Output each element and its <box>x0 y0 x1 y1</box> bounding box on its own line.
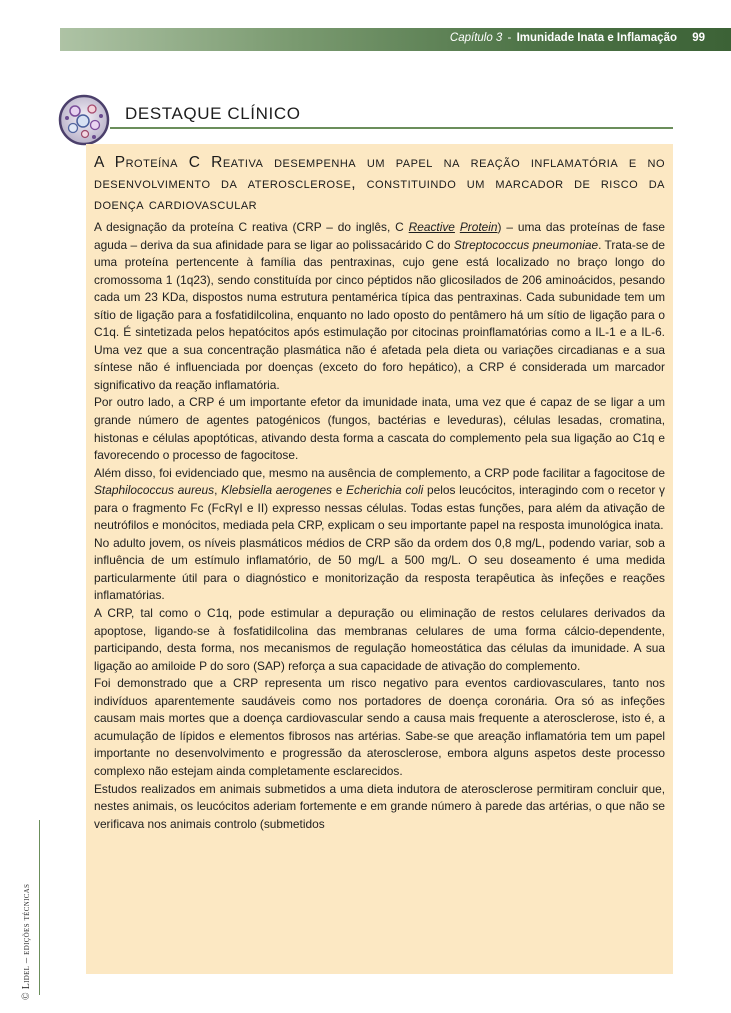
paragraph-6: Foi demonstrado que a CRP representa um risco negativo para eventos cardiovasculares, tanto nos indivíduos aparentemente saudáveis como nos portadores de doença coronária. Ora só as infeções causam mais mortes que a doença cardiovascular sendo a causa mais frequente a aterosclerose, isto é, a acumulação de lípidos e elementos fibrosos nas artérias. Sabe-se que areação inflamatória tem um papel importante no desenvolvimento e progressão da aterosclerose, embora alguns aspetos deste processo complexo não estejam ainda completamente esclarecidos. <box>94 676 665 778</box>
copyright-side-text: © Lidel – edições técnicas <box>21 883 32 1000</box>
box-body <box>86 215 673 833</box>
page-number: 99 <box>692 32 705 44</box>
p3-text-d: pelos leucócitos, interagindo com o recetor γ para o fragmento Fc (FcRγI e II) expresso nessas células. Todas estas funções, para além da ativação de neutrófilos e monócitos, mediada pela CRP, explicam o seu importante papel na resposta imunológica inata. <box>94 483 665 533</box>
p1-protein: Protein <box>459 220 498 234</box>
chapter-label: Capítulo 3 <box>449 32 503 44</box>
paragraph-1 <box>94 219 665 394</box>
paragraph-5: A CRP, tal como o C1q, pode estimular a depuração ou eliminação de restos celulares derivados da apoptose, ligando-se à fosfatidilcolina das membranas celulares de uma forma cálcio-dependente, participando, desta forma, nos mecanismos de regulação homeostática das células da imunidade. A sua ligação ao amiloide P do soro (SAP) reforça a sua capacidade de ativação do complemento. <box>94 606 665 673</box>
p3-species-staph: Staphilococcus aureus <box>94 483 215 498</box>
paragraph-2: Por outro lado, a CRP é um importante efetor da imunidade inata, uma vez que é capaz de se ligar a um grande número de agentes patogénicos (fungos, bactérias e leveduras), células lesadas, cromatina, histonas e células apoptóticas, ativando desta forma a cascata do complemento pela sua ligação ao C1q e favorecendo o processo de fagocitose. <box>94 395 665 463</box>
p3-text-a: Além disso, foi evidenciado que, mesmo na ausência de complemento, a CRP pode facilitar a fagocitose de <box>94 465 665 480</box>
paragraph-3 <box>94 465 665 535</box>
cell-emblem-icon <box>58 94 110 146</box>
clinical-highlight-box <box>86 144 673 974</box>
p1-text-a: A designação da proteína C reativa (CRP – do inglês, C <box>94 220 409 234</box>
side-rule <box>39 820 40 995</box>
p3-species-ech: Echerichia coli <box>346 483 424 498</box>
section-title-rule <box>110 127 673 129</box>
paragraph-4: No adulto jovem, os níveis plasmáticos médios de CRP são da ordem dos 0,8 mg/L, podendo variar, sob a influência de um estímulo inflamatório, de 50 mg/L a 500 mg/L. O seu doseamento é uma medida particularmente útil para o diagnóstico e monitorização da resposta terapêutica às infeções e reações inflamatórias. <box>94 535 665 603</box>
p3-text-b: , <box>214 483 222 498</box>
p1-text-c: ) – uma das proteínas de fase aguda – deriva da sua afinidade para se ligar ao polissacárido C do <box>94 220 665 252</box>
paragraph-7: Estudos realizados em animais submetidos a uma dieta indutora de aterosclerose permitiram concluir que, nestes animais, os leucócitos aderiam fortemente e em grande número à parede das artérias, o que não se verificava nos animais controlo (submetidos <box>94 781 665 831</box>
box-title: A Proteína C Reativa desempenha um papel na reação inflamatória e no desenvolvimento da aterosclerose, constituindo um marcador de risco da doença cardiovascular <box>94 154 665 213</box>
p1-reactive: Reactive <box>408 220 455 234</box>
chapter-header-bar <box>60 28 731 51</box>
chapter-title: Imunidade Inata e Inflamação <box>516 32 677 44</box>
chapter-header-text <box>450 32 705 44</box>
p3-species-kleb: Klebsiella aerogenes <box>221 483 332 498</box>
header-separator: - <box>507 32 512 44</box>
section-title: DESTAQUE CLÍNICO <box>125 104 301 123</box>
p1-text-d: . Trata-se de uma proteína pertencente à família das pentraxinas, cujo gene está localizado no braço longo do cromossoma 1 (1q23), sendo constituída por cinco péptidos não glicosilados de 206 aminoácidos, pesando cada um 23 KDa, dispostos numa estrutura pentamérica típica das pentraxinas. Cada subunidade tem um sítio de ligação para a fosfatidilcolina, enquanto no lado oposto do pentâmero há um sítio de ligação para o C1q. É sintetizada pelos hepatócitos após estimulação por citocinas proinflamatórias como a IL-1 e a IL-6. Uma vez que a sua concentração plasmática não é afetada pela dieta ou variações circadianas e a sua síntese não é influenciada por doenças (exceto do foro hepático), a CRP é considerada um marcador significativo da reação inflamatória. <box>94 237 665 392</box>
p3-text-c: e <box>332 483 347 498</box>
p1-species: Streptococcus pneumoniae <box>453 237 599 252</box>
